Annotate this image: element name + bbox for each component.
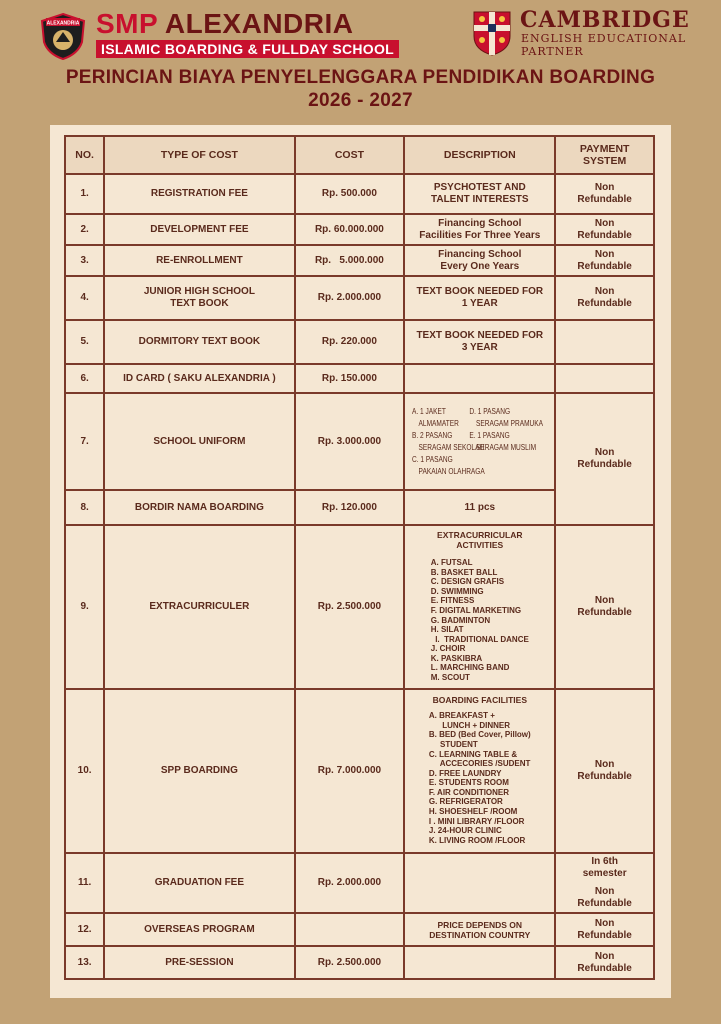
row-payment: Non Refundable [556, 526, 653, 688]
table-row [66, 947, 653, 978]
cambridge-line-2: PARTNER [521, 45, 584, 58]
row-payment: In 6th semester Non Refundable [556, 854, 653, 912]
table-row [66, 277, 653, 319]
header-description: DESCRIPTION [405, 137, 554, 173]
row-no: 9. [66, 526, 103, 688]
row-type: GRADUATION FEE [105, 854, 293, 912]
table-row [66, 854, 653, 912]
row-type: REGISTRATION FEE [105, 175, 293, 213]
row-no: 5. [66, 321, 103, 363]
row-description [405, 854, 554, 912]
row-description: 11 pcs [405, 491, 554, 524]
header-cost: COST [296, 137, 404, 173]
row-no: 10. [66, 690, 103, 852]
table-row [66, 175, 653, 213]
table-header-row [66, 137, 653, 173]
table-row [66, 215, 653, 244]
table-row [66, 690, 653, 852]
row-description: TEXT BOOK NEEDED FOR 3 YEAR [405, 321, 554, 363]
facilities-list: A. BREAKFAST + LUNCH + DINNER B. BED (Bed Cover, Pillow) STUDENT C. LEARNING TABLE & ACCECORIES /SUDENT D. FREE LAUNDRY E. STUDENTS ROOM F. AIR CONDITIONER G. REFRIGERATOR H. SHOESHELF /ROOM I . MINI LIBRARY /FLOOR J. 24-HOUR CLINIC K. LIVING ROOM /FLOOR [428, 711, 531, 845]
page-title-year: 2026 - 2027 [308, 90, 413, 111]
row-payment: Non Refundable [556, 914, 653, 945]
table-row [66, 321, 653, 363]
row-cost: Rp. 220.000 [296, 321, 404, 363]
row-cost: Rp. 2.000.000 [296, 854, 404, 912]
row-payment [556, 321, 653, 363]
row-type: BORDIR NAMA BOARDING [105, 491, 293, 524]
row-payment: Non Refundable [556, 394, 653, 524]
row-description: BOARDING FACILITIES A. BREAKFAST + LUNCH + DINNER B. BED (Bed Cover, Pillow) STUDENT C. LEARNING TABLE & ACCECORIES /SUDENT D. FREE LAUNDRY E. STUDENTS ROOM F. AIR CONDITIONER G. REFRIGERATOR H. SHOESHELF /ROOM I . MINI LIBRARY /FLOOR J. 24-HOUR CLINIC K. LIVING ROOM /FLOOR [405, 690, 554, 852]
row-cost: Rp. 150.000 [296, 365, 404, 392]
row-no: 2. [66, 215, 103, 244]
row-description: PRICE DEPENDS ON DESTINATION COUNTRY [405, 914, 554, 945]
table-row [66, 394, 653, 489]
row-no: 4. [66, 277, 103, 319]
table-row [66, 914, 653, 945]
cost-table [64, 135, 655, 980]
row-no: 13. [66, 947, 103, 978]
school-subtitle: ISLAMIC BOARDING & FULLDAY SCHOOL [96, 40, 399, 58]
row-cost: Rp. 7.000.000 [296, 690, 404, 852]
uniform-list: A. 1 JAKET D. 1 PASANG ALMAMATER SERAGAM PRAMUKA B. 2 PASANG E. 1 PASANG SERAGAM SEKOLAH SERAGAM MUSLIM C. 1 PASANG PAKAIAN OLAHRAGA [412, 406, 544, 476]
row-no: 8. [66, 491, 103, 524]
extracurricular-list: A. FUTSAL B. BASKET BALL C. DESIGN GRAFIS D. SWIMMING E. FITNESS F. DIGITAL MARKETING G. BADMINTON H. SILAT I. TRADITIONAL DANCE J. CHOIR K. PASKIBRA L. MARCHING BAND M. SCOUT [430, 557, 529, 683]
row-cost: Rp. 60.000.000 [296, 215, 404, 244]
row-no: 11. [66, 854, 103, 912]
school-crest-icon [40, 12, 86, 60]
table-row [66, 365, 653, 392]
row-cost: Rp. 2.500.000 [296, 947, 404, 978]
row-cost: Rp. 500.000 [296, 175, 404, 213]
row-cost: Rp. 2.000.000 [296, 277, 404, 319]
cambridge-shield-icon [472, 10, 512, 56]
row-type: DEVELOPMENT FEE [105, 215, 293, 244]
row-cost [296, 914, 404, 945]
row-description: Financing School Facilities For Three Years [405, 215, 554, 244]
row-description: EXTRACURRICULAR ACTIVITIES A. FUTSAL B. BASKET BALL C. DESIGN GRAFIS D. SWIMMING E. FITNESS F. DIGITAL MARKETING G. BADMINTON H. SILAT I. TRADITIONAL DANCE J. CHOIR K. PASKIBRA L. MARCHING BAND M. SCOUT [405, 526, 554, 688]
row-type: EXTRACURRICULER [105, 526, 293, 688]
row-no: 6. [66, 365, 103, 392]
row-type: ID CARD ( SAKU ALEXANDRIA ) [105, 365, 293, 392]
row-payment: Non Refundable [556, 277, 653, 319]
row-cost: Rp. 3.000.000 [296, 394, 404, 489]
row-type: DORMITORY TEXT BOOK [105, 321, 293, 363]
row-payment: Non Refundable [556, 215, 653, 244]
header-payment: PAYMENT SYSTEM [556, 137, 653, 173]
row-type: RE-ENROLLMENT [105, 246, 293, 275]
row-no: 7. [66, 394, 103, 489]
row-cost: Rp. 5.000.000 [296, 246, 404, 275]
header-no: NO. [66, 137, 103, 173]
row-type: JUNIOR HIGH SCHOOL TEXT BOOK [105, 277, 293, 319]
row-type: PRE-SESSION [105, 947, 293, 978]
row-no: 12. [66, 914, 103, 945]
row-payment: Non Refundable [556, 690, 653, 852]
row-payment: Non Refundable [556, 947, 653, 978]
row-description: PSYCHOTEST AND TALENT INTERESTS [405, 175, 554, 213]
row-description: Financing School Every One Years [405, 246, 554, 275]
table-row [66, 246, 653, 275]
cost-sheet [50, 125, 671, 998]
row-description [405, 394, 554, 489]
row-cost: Rp. 120.000 [296, 491, 404, 524]
row-payment: Non Refundable [556, 175, 653, 213]
header-type: TYPE OF COST [105, 137, 293, 173]
row-type: OVERSEAS PROGRAM [105, 914, 293, 945]
row-payment: Non Refundable [556, 246, 653, 275]
row-type: SCHOOL UNIFORM [105, 394, 293, 489]
table-row [66, 526, 653, 688]
school-name: SMP ALEXANDRIA [96, 8, 354, 39]
row-description [405, 365, 554, 392]
row-no: 1. [66, 175, 103, 213]
row-type: SPP BOARDING [105, 690, 293, 852]
crest-text: ALEXANDRIA [46, 20, 80, 27]
row-cost: Rp. 2.500.000 [296, 526, 404, 688]
cambridge-line-1: ENGLISH EDUCATIONAL [521, 32, 687, 45]
cambridge-name: CAMBRIDGE [520, 7, 690, 33]
row-description: TEXT BOOK NEEDED FOR 1 YEAR [405, 277, 554, 319]
row-description [405, 947, 554, 978]
row-payment [556, 365, 653, 392]
row-no: 3. [66, 246, 103, 275]
page-title: PERINCIAN BIAYA PENYELENGGARA PENDIDIKAN BOARDING [65, 67, 656, 88]
